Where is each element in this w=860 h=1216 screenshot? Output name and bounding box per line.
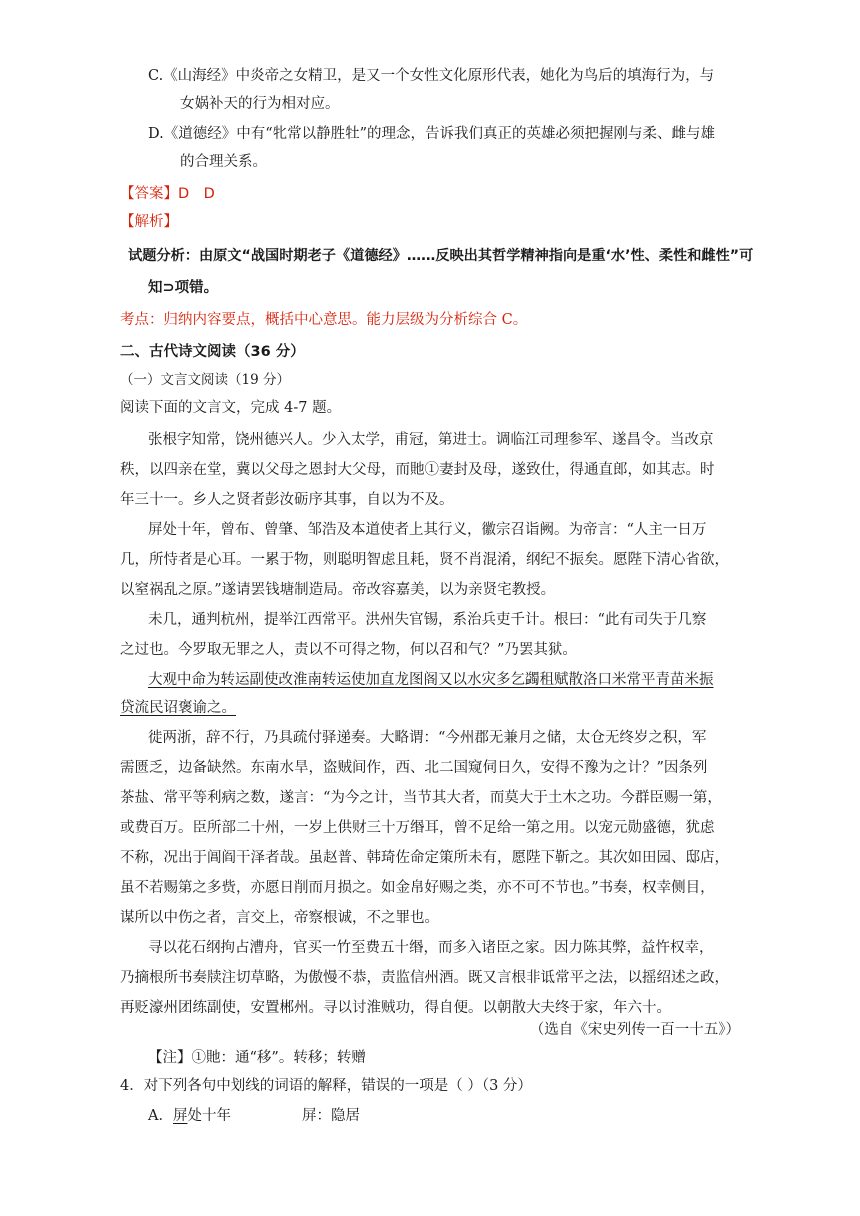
analysis-label: 【解析】	[120, 214, 178, 230]
underlined-sentence-line-1: 大观中命为转运副使改淮南转运使加直龙图阁又以水灾多乞蠲租赋散洛口米常平青苗米振	[148, 672, 714, 688]
passage-line: 乃摘根所书奏牍注切草略，为傲慢不恭，责监信州酒。既又言根非诋常平之法，以摇绍述之政，	[120, 970, 729, 986]
option-a-underlined-word: 屏	[172, 1108, 188, 1124]
passage-line: 年三十一。乡人之贤者彭汝砺序其事，自以为不及。	[120, 492, 454, 508]
passage-line: 谋所以中伤之者，言交上，帝察根诚，不之罪也。	[120, 910, 439, 926]
passage-line: 不称，况出于阊阎干泽者哉。虽赵普、韩琦佐命定策所未有，愿陛下靳之。其次如田园、邸店，	[120, 850, 729, 866]
option-a-gloss: 屏：隐居	[302, 1108, 360, 1124]
kaodian-line: 考点：归纳内容要点，概括中心意思。能力层级为分析综合 C。	[120, 312, 528, 328]
option-c-line-2: 女娲补天的行为相对应。	[180, 96, 340, 112]
option-c-line-1: C.《山海经》中炎帝之女精卫，是又一个女性文化原形代表，她化为鸟后的填海行为，与	[148, 68, 715, 84]
passage-line: 需匮乏，边备缺然。东南水旱，盗贼间作，西、北二国窥伺日久，安得不豫为之计？”因条列	[120, 760, 708, 776]
passage-line: 茶盐、常平等利病之数，遂言：“为今之计，当节其大者，而莫大于土木之功。今群臣赐一第，	[120, 790, 722, 806]
passage-source: （选自《宋史列传一百一十五》）	[529, 1022, 740, 1038]
annotation-note: 【注】①貤：通“移”。转移；转赠	[148, 1050, 366, 1066]
passage-line: 以窒祸乱之原。”遂请罢钱塘制造局。帝改容嘉美，以为亲贤宅教授。	[120, 582, 556, 598]
section-subheading: （一）文言文阅读（19 分）	[120, 372, 290, 388]
passage-line: 未几，通判杭州，提举江西常平。洪州失官锡，系治兵吏千计。根曰：“此有司失于几察	[148, 612, 707, 628]
passage-line: 徙两浙，辞不行，乃具疏付驿递奏。大略谓：“今州郡无兼月之储，太仓无终岁之积，军	[148, 730, 707, 746]
analysis-text-line-2: 知⊃项错。	[148, 280, 219, 296]
passage-line: 张根字知常，饶州德兴人。少入太学，甫冠，第进士。调临江司理参军、遂昌令。当改京	[148, 432, 714, 448]
passage-line: 几，所恃者是心耳。一累于物，则聪明智虑且耗，贤不肖混淆，纲纪不振矣。愿陛下清心省欲，	[120, 552, 729, 568]
option-d-line-2: 的合理关系。	[180, 154, 267, 170]
section-heading: 二、古代诗文阅读（36 分）	[120, 344, 305, 360]
option-d-line-1: D.《道德经》中有“牝常以静胜牡”的理念，告诉我们真正的英雄必须把握刚与柔、雌与雄	[148, 126, 716, 142]
option-a-phrase: 处十年	[187, 1108, 231, 1124]
passage-line: 寻以花石纲拘占漕舟，官买一竹至费五十缗，而多入诸臣之家。因力陈其弊，益忤权幸，	[148, 940, 714, 956]
answer-label: 【答案】D D	[120, 186, 215, 202]
option-a-label: A．	[148, 1108, 173, 1124]
underlined-sentence-line-2: 贷流民诏褒谕之。	[120, 700, 236, 716]
passage-line: 屏处十年，曾布、曾肇、邹浩及本道使者上其行义，徽宗召诣阙。为帝言：“人主一日万	[148, 522, 707, 538]
passage-line: 或费百万。臣所部二十州，一岁上供财三十万缗耳，曾不足给一第之用。以宠元勋盛德，犹虑	[120, 820, 715, 836]
reading-instruction: 阅读下面的文言文，完成 4-7 题。	[120, 400, 342, 416]
passage-line: 虽不若赐第之多赀，亦愿日削而月损之。如金帛好赐之类，亦不可不节也。”书奏，权幸侧目，	[120, 880, 715, 896]
analysis-text-line-1: 试题分析：由原文“战国时期老子《道德经》……反映出其哲学精神指向是重‘水’性、柔性和雌性”可	[128, 248, 754, 264]
passage-line: 之过也。今罗取无罪之人，责以不可得之物，何以召和气？”乃罢其狱。	[120, 642, 577, 658]
passage-line: 秩，以四亲在堂，冀以父母之恩封大父母，而貤①妻封及母，遂致仕，得通直郎，如其志。时	[120, 462, 715, 478]
question-4-stem: 4．对下列各句中划线的词语的解释，错误的一项是（ ）（3 分）	[120, 1078, 532, 1094]
passage-line: 再贬濠州团练副使，安置郴州。寻以讨淮贼功，得自便。以朝散大夫终于家，年六十。	[120, 1000, 671, 1016]
question-4-option-a	[148, 1106, 231, 1126]
